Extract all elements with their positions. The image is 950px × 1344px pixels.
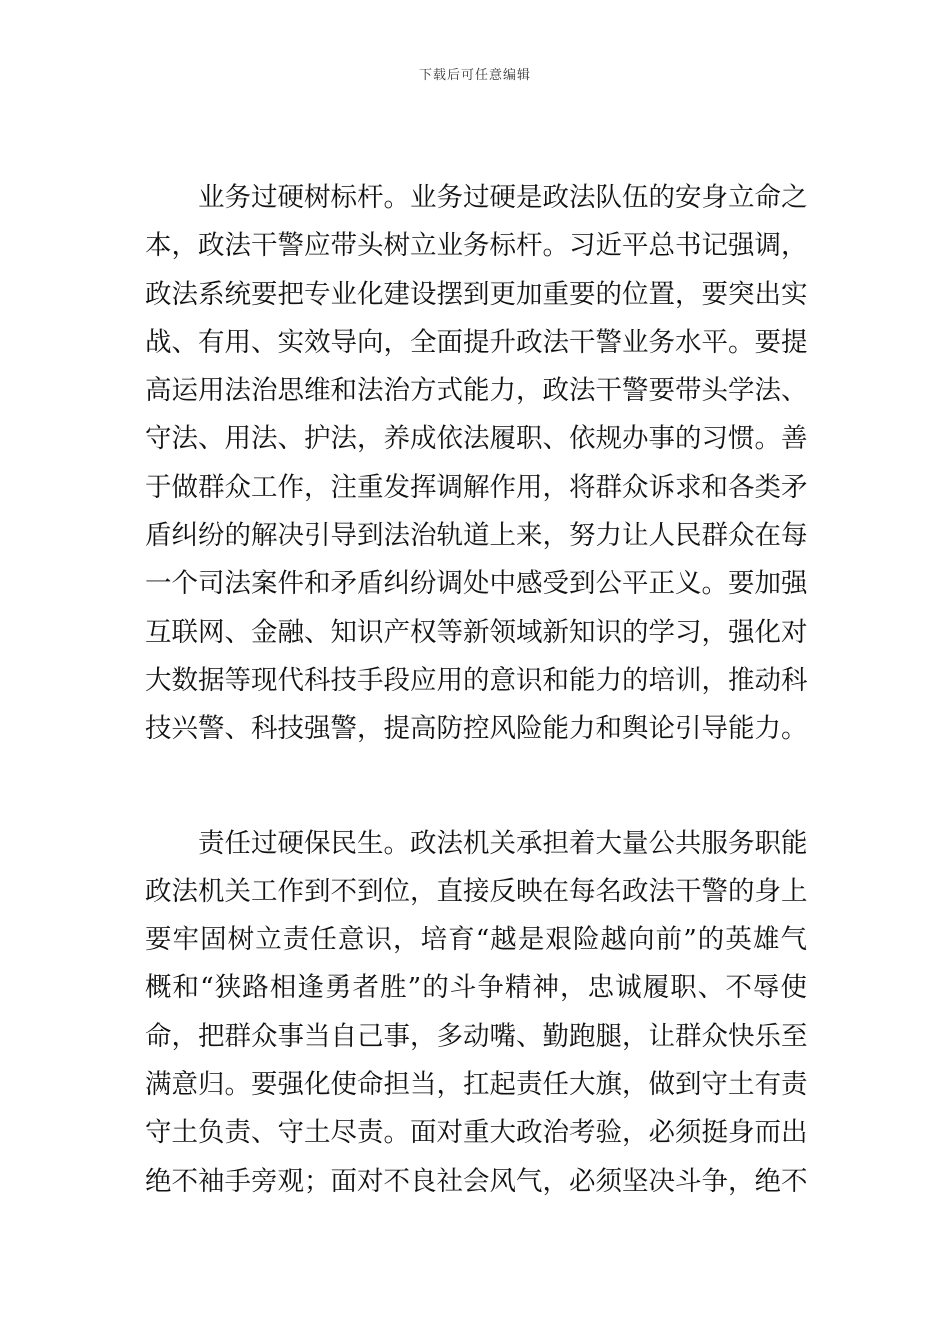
- text-line: 守法、用法、护法，养成依法履职、依规办事的习惯。善: [145, 423, 807, 455]
- text-line: 高运用法治思维和法治方式能力，政法干警要带头学法、: [145, 375, 807, 407]
- text-line: 技兴警、科技强警，提高防控风险能力和舆论引导能力。: [145, 713, 807, 745]
- text-line: 盾纠纷的解决引导到法治轨道上来，努力让人民群众在每: [145, 520, 807, 552]
- text-line: 战、有用、实效导向，全面提升政法干警业务水平。要提: [145, 326, 807, 358]
- text-line: 一个司法案件和矛盾纠纷调处中感受到公平正义。要加强: [145, 568, 807, 600]
- text-line: 命，把群众事当自己事，多动嘴、勤跑腿，让群众快乐至: [145, 1020, 807, 1052]
- text-line: 绝不袖手旁观；面对不良社会风气，必须坚决斗争，绝不: [145, 1165, 807, 1197]
- text-line: 概和“狭路相逢勇者胜”的斗争精神，忠诚履职、不辱使: [145, 972, 807, 1004]
- page-header-note: 下载后可任意编辑: [418, 68, 531, 83]
- text-line: 满意归。要强化使命担当，扛起责任大旗，做到守土有责: [145, 1069, 807, 1101]
- paragraph-responsibility: [145, 820, 807, 1206]
- text-line: 责任过硬保民生。政法机关承担着大量公共服务职能: [198, 827, 807, 859]
- text-line: 政法系统要把专业化建设摆到更加重要的位置，要突出实: [145, 278, 807, 310]
- text-line: 于做群众工作，注重发挥调解作用，将群众诉求和各类矛: [145, 471, 807, 503]
- text-line: 政法机关工作到不到位，直接反映在每名政法干警的身上: [145, 875, 807, 907]
- paragraph-business: [145, 174, 807, 754]
- text-line: 守土负责、守土尽责。面对重大政治考验，必须挺身而出: [145, 1117, 807, 1149]
- paragraph-gap: [145, 754, 807, 820]
- text-line: 大数据等现代科技手段应用的意识和能力的培训，推动科: [145, 664, 807, 696]
- text-line: 互联网、金融、知识产权等新领域新知识的学习，强化对: [145, 616, 807, 648]
- text-line: 业务过硬树标杆。业务过硬是政法队伍的安身立命之: [198, 182, 807, 213]
- text-line: 要牢固树立责任意识，培育“越是艰险越向前”的英雄气: [145, 924, 807, 956]
- text-line: 本，政法干警应带头树立业务标杆。习近平总书记强调，: [145, 230, 807, 262]
- document-body: [145, 174, 807, 1206]
